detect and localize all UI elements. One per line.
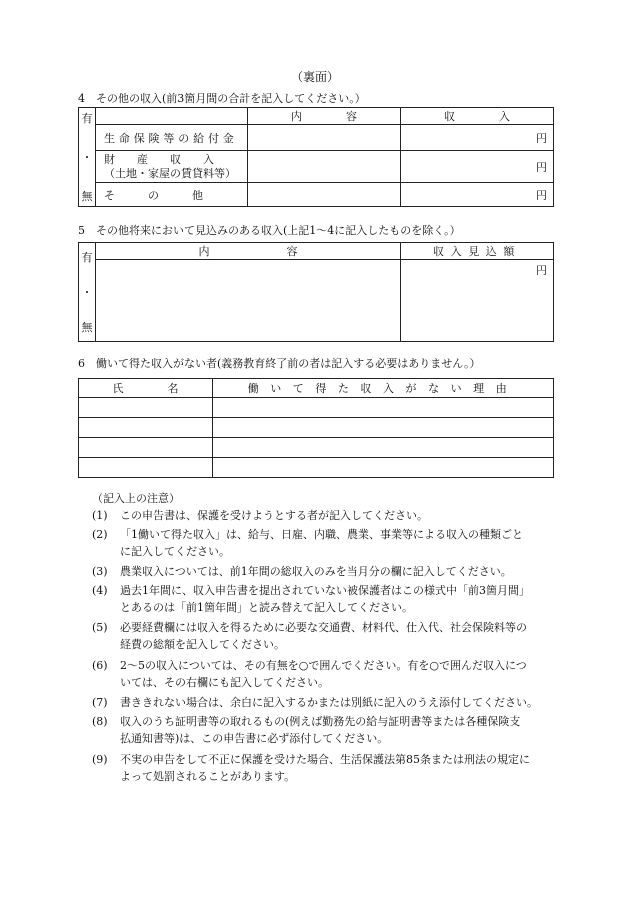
note-number: (1) (92, 509, 108, 522)
reason-field[interactable] (213, 438, 554, 458)
row-insurance-label: 生命保険等の給付金 (96, 125, 248, 151)
col-reason-header: 働いて得た収入がない理由 (213, 379, 554, 398)
note-number: (3) (92, 565, 108, 578)
note-item (92, 563, 562, 580)
other-income-table (78, 107, 554, 207)
expected-content-field[interactable] (96, 260, 401, 342)
name-field[interactable] (79, 458, 213, 478)
note-number: (4) (92, 584, 108, 597)
note-item (92, 751, 562, 785)
header-blank (96, 108, 248, 125)
note-text: 過去1年間に、収入申告書を提出されていない被保護者はこの様式中「前3箇月間」 (120, 584, 530, 597)
presence-dot-5: ・ (81, 286, 93, 299)
reason-field[interactable] (213, 418, 554, 438)
note-number: (2) (92, 528, 108, 541)
col-income-header: 収 入 (401, 108, 554, 125)
col-content-header-5: 内 容 (96, 243, 401, 260)
note-item (92, 694, 562, 711)
row-property-label (96, 151, 248, 183)
note-number: (6) (92, 659, 108, 672)
col-name-header: 氏 名 (79, 379, 213, 398)
note-text: 農業収入については、前1年間の総収入のみを当月分の欄に記入してください。 (120, 565, 512, 578)
row-property-amount[interactable]: 円 (401, 151, 554, 183)
presence-marker-5[interactable] (79, 243, 96, 342)
presence-no-5[interactable]: 無 (81, 321, 93, 334)
col-amount-header-5: 収入見込額 (401, 243, 554, 260)
note-text: 不実の申告をして不正に保護を受けた場合、生活保護法第85条または刑法の規定に (120, 753, 530, 766)
row-other-amount[interactable]: 円 (401, 183, 554, 207)
note-number: (9) (92, 753, 108, 766)
presence-no[interactable]: 無 (81, 190, 93, 203)
section4-heading: 4 その他の収入(前3箇月間の合計を記入してください。） (78, 92, 366, 105)
note-text-cont: とあるのは「前1箇年間」と読み替えて記入してください。 (120, 601, 413, 614)
note-text: 必要経費欄には収入を得るために必要な交通費、材料代、仕入代、社会保険料等の (120, 621, 527, 634)
presence-marker[interactable] (79, 108, 96, 207)
row-other-label: そ の 他 (96, 183, 248, 207)
row-other-content[interactable] (248, 183, 401, 207)
note-text: 「1働いて得た収入」は、給与、日雇、内職、農業、事業等による収入の種類ごと (120, 528, 523, 541)
name-field[interactable] (79, 438, 213, 458)
note-text-cont: 経費の総額を記入してください。 (120, 638, 285, 651)
note-text: 書ききれない場合は、余白に記入するかまたは別紙に記入のうえ添付してください。 (120, 696, 538, 709)
name-field[interactable] (79, 418, 213, 438)
col-content-header: 内 容 (248, 108, 401, 125)
note-number: (7) (92, 696, 108, 709)
no-income-table (78, 378, 554, 478)
note-item (92, 507, 562, 524)
note-text-cont: いては、その右欄にも記入してください。 (120, 676, 329, 689)
note-text: 2〜5の収入については、その有無を○で囲んでください。有を○で囲んだ収入につ (120, 659, 527, 672)
note-item (92, 526, 562, 560)
note-number: (5) (92, 621, 108, 634)
note-text: 収入のうち証明書等の取れるもの(例えば勤務先の給与証明書等または各種保険支 (120, 715, 521, 728)
presence-yes[interactable]: 有 (81, 112, 93, 125)
presence-dot: ・ (81, 151, 93, 164)
page-title: （裏面） (290, 70, 339, 84)
expected-income-table (78, 242, 554, 342)
row-property-content[interactable] (248, 151, 401, 183)
section5-heading: 5 その他将来において見込みのある収入(上記1〜4に記入したものを除く。） (78, 224, 461, 237)
section6-heading: 6 働いて得た収入がない者(義務教育終了前の者は記入する必要はありません。） (78, 357, 481, 370)
reason-field[interactable] (213, 458, 554, 478)
note-number: (8) (92, 715, 108, 728)
row-property-label-main: 財 産 収 入 (104, 152, 214, 166)
note-text-cont: よって処罰されることがあります。 (120, 770, 296, 783)
note-item (92, 619, 562, 653)
note-item (92, 582, 562, 616)
note-item (92, 657, 562, 691)
notes-heading: （記入上の注意） (92, 492, 180, 505)
expected-amount-field[interactable]: 円 (401, 260, 554, 342)
note-text-cont: に記入してください。 (120, 545, 230, 558)
presence-yes-5[interactable]: 有 (81, 251, 93, 264)
name-field[interactable] (79, 398, 213, 418)
reason-field[interactable] (213, 398, 554, 418)
note-text: この申告書は、保護を受けようとする者が記入してください。 (120, 509, 428, 522)
note-item (92, 713, 562, 747)
row-insurance-content[interactable] (248, 125, 401, 151)
note-text-cont: 払通知書等)は、この申告書に必ず添付してください。 (120, 732, 389, 745)
row-insurance-amount[interactable]: 円 (401, 125, 554, 151)
row-property-label-sub: （土地・家屋の賃貸料等） (104, 166, 236, 180)
